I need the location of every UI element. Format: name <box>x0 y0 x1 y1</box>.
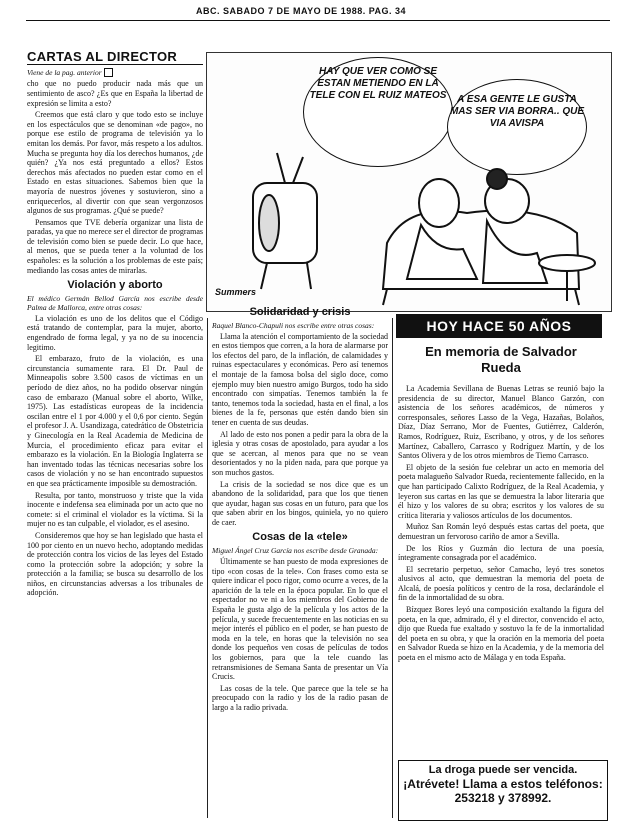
column-divider <box>207 318 208 818</box>
ad-line-1: La droga puede ser vencida. <box>428 764 578 776</box>
violacion-byline: El médico Germán Bellod García nos escribe desde Palma de Mallorca, entre otras cosas: <box>27 293 203 312</box>
cartoon-drawing <box>207 53 611 311</box>
violacion-paragraph: La violación es uno de los delitos que el Código está tratando de contemplar, para la mujer, aborto, engendrado de forma legal, y ya no de su inocencia legitimo. <box>27 313 203 352</box>
ad-line-2: ¡Atrévete! Llama a estos teléfonos: 253218 y 378992. <box>403 777 603 805</box>
rueda-paragraph: Muñoz San Román leyó después estas cartas del poeta, que demuestran un fervoroso cariño de amor a Sevilla. <box>398 522 604 541</box>
right-column <box>398 342 604 665</box>
violacion-paragraph: El embarazo, fruto de la violación, es una circunstancia sumamente rara. El Dr. Paul de Minneapolis sobre 3.500 casos de víctimas en un período de diez años, no ha podido observar ningún caso de embarazo (Manual sobre el aborto, Wilke, 1975). Las estadísticas europeas de la incidencia oscilan entre el 1 por 4.000 y el 0,6 por ciento. Según el profesor J. A. Usandizaga, catedrático de Obstetricia y Ginecología en la Real Academia de Medicina de Murcia, el procedimiento eficaz para evitar el embarazo es la violación. En la Biología Inglaterra se han inventado todas las técnicas necesarias sobre los casos de violación y no se han encontrado supuestos en que sea prácticamente imposible su demostración. <box>27 354 203 488</box>
rueda-paragraph: De los Ríos y Guzmán dio lectura de una poesía, íntegramente consagrada por el académico. <box>398 543 604 563</box>
violacion-paragraph: Resulta, por tanto, monstruoso y triste que la vida inocente e indefensa sea eliminada por un acto que no comete: si el criminal el violador es la víctima. Si la mujer no es tan culpable, el violador, es el asesino. <box>27 490 203 529</box>
header-rule <box>26 20 610 21</box>
middle-column <box>212 302 388 715</box>
cosas-paragraph: Últimamente se han puesto de moda expresiones de tipo «con cosas de la tele». Con frases como esta se quiere indicar el poco rigor, como ocurre a veces, de la aparición de la tele en la época popular. En lo que el espectador no ve ni a los miembros del Gobierno de España le gusta algo de la película y los actos de la película, y sucede frecuentemente en las noticias en su mejor interés el público en el poder, se han puesto de moda en la tele, en horas que la televisión no sea donde los pequeños ven cosas de películas de todos los gobiernos, para que la tele cuando las retransmisiones de Semana Santa de presentar un Vía Crucis. <box>212 557 388 682</box>
letter-paragraph: cho que no puedo producir nada más que un sentimiento de asco? ¿Es que en España la libertad de expresión se limita a esto? <box>27 79 203 108</box>
cosas-byline: Miguel Ángel Cruz García nos escribe desde Granada: <box>212 546 379 556</box>
solidaridad-title: Solidaridad y crisis <box>249 306 351 318</box>
letter-paragraph: Pensamos que TVE debería organizar una lista de paradas, ya que no merece ser el director de programas de televisión como bien se puede decir. Lo que hace, al menos, que se pueda tener a la voluntad de los españoles: es la solución a los problemas de este país; mediando las cosas antes de mirarlas. <box>27 217 203 275</box>
violacion-paragraph: Consideremos que hoy se han legislado que hasta el 100 por ciento en un nuevo hecho, adoptando medidas de protección contra los vicios de las leyes del Estado como la protección sobre la adopción; y sobre la protección a la familia; se busca su desarrollo de los niños, en circunstancias adversas a los tribunales de adopción. <box>27 530 203 598</box>
solidaridad-byline: Raquel Blanco-Chapuli nos escribe entre otras cosas: <box>212 320 375 330</box>
section-title: CARTAS AL DIRECTOR <box>27 49 178 64</box>
rueda-paragraph: La Academia Sevillana de Buenas Letras se reunió bajo la presidencia de su director, Manuel Blanco Garzón, con asistencia de los señores académicos, de números y corresponsales, señores Lasso de la Vega, Hazañas, Bolaños, Díaz, Díaz Serrano, Mor de Fuentes, Gutiérrez, Calderón, Ramos, Rodríguez, Ruiz, Escribano, y otros, y de los señores Martínez, Caballero, Carrasco y Rodríguez Martín, y de los Santos Olivera y de los otros miembros de Tiemo Carrasco. <box>398 384 604 461</box>
solidaridad-paragraph: Al lado de esto nos ponen a pedir para la obra de la iglesia y otras cosas de apostolado, para ayudar a los que se acercan, al menos para que no se vean desorientados y no la piden nada, para que porque ya son muchos gastos. <box>212 429 388 477</box>
speech-bubble-right: A ESA GENTE LE GUSTA MAS SER VIA BORRA.. QUE VIA AVISPA <box>447 79 587 175</box>
letter-paragraph: Creemos que está claro y que todo esto se incluye en los espectáculos que se denominan «de pago», no porque ese estilo de programa de televisión ya lo emitan los demás. Por favor, más respeto a los adultos. Mucha se pregunta hoy día los derechos humanos, ¿de quién? ¿Ya nos está preguntado a ellos? Estos derechos más afectados no pueden estar como en el Estado en estas situaciones. Sabemos bien que la mayoría de nuestros jóvenes y sostuvieron, sino a enriquecerlos, al divertir con que sean vergonzosos algunos de sus programas. ¿Qué se puede? <box>27 110 203 216</box>
rueda-paragraph: El objeto de la sesión fue celebrar un acto en memoria del poeta malagueño Salvador Rueda, recientemente fallecido, en la que han participado Calixto Rodríguez, de la Real Academia, y leyeron sus cartas en las que se demuestra la labor literaria que él hizo y los valores de su obra; escritos y los valores de su crítica literaria y valiosos artículos de los documentos. <box>398 462 604 520</box>
rueda-title: En memoria de Salvador Rueda <box>425 344 577 375</box>
drug-hotline-ad <box>398 760 608 821</box>
speech-bubble-left: HAY QUE VER COMO SE ESTAN METIENDO EN LA TELE CON EL RUIZ MATEOS <box>303 57 453 167</box>
cosas-paragraph: Las cosas de la tele. Que parece que la tele se ha preocupado con la radio y los de la radio pasan de largo a la radio privada. <box>212 683 388 712</box>
continued-box-icon <box>104 68 113 77</box>
column-divider <box>392 318 393 818</box>
hoy-hace-banner: HOY HACE 50 AÑOS <box>396 314 602 338</box>
continued-note: Viene de la pag. anterior <box>27 68 203 78</box>
violacion-title: Violación y aborto <box>67 279 163 292</box>
cartoon <box>206 52 612 312</box>
solidaridad-paragraph: Llama la atención el comportamiento de la sociedad en estos tiempos que corren, a la hora de alarmarse por los efectos del paro, de la inflación, de calamidades y ruinas espectaculares y económicas. Pero así tenemos el montaje de la famosa bolsa del siglo doce, como ejemplo muy bien nuestro amigo Burgos, todo ha sido encontrado con simpatías. Tenemos también la fe tanto, tenemos toda la sociedad, hasta en el final, a los bienes de la fe, personas que estén dando bien sin tener en cuenta de sus deudas. <box>212 331 388 427</box>
left-column <box>27 49 203 600</box>
solidaridad-paragraph: La crisis de la sociedad se nos dice que es un abandono de la solidaridad, para que los que tienen que ayudar, hagan sus cosas en un futuro, para que los que saben abrir en los bingos, quiniela, yo no quiero de caer. <box>212 479 388 527</box>
rueda-paragraph: El secretario perpetuo, señor Camacho, leyó tres sonetos alusivos al acto, que demuestran la memoria del poeta de Alcalá, de poesía políticos y centro de la rosa, declarándole el fin de la inmortalidad de su obra. <box>398 564 604 603</box>
page-header: ABC. SABADO 7 DE MAYO DE 1988. PAG. 34 <box>196 6 407 16</box>
television-icon <box>253 153 317 289</box>
cartoon-signature: Summers <box>215 287 257 297</box>
rueda-paragraph: Bízquez Bores leyó una composición exaltando la figura del poeta, en la que, admirado, él y el director, convencido el acto, dijo que Rueda fue exaltado y sostuvo la fe de la inmortalidad del poeta en su obra, y que la oración en la memoria del poeta en Salvador Rueda se hizo en la Academia, y de la memoria del poeta en el mismo acto de Málaga y en toda España. <box>398 605 604 663</box>
cosas-title: Cosas de la «tele» <box>252 531 348 544</box>
